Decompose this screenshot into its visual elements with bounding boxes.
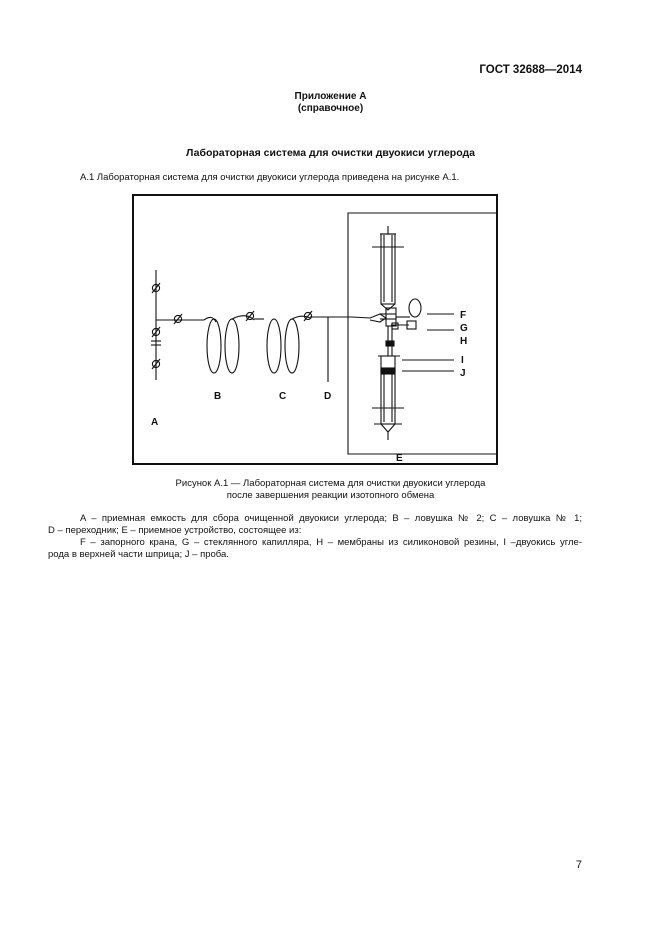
needle-connector [352,314,386,322]
page-number: 7 [575,859,582,871]
section-title: Лабораторная система для очистки двуокиси углерода [185,147,476,159]
valve-icon [152,283,160,293]
legend-line: рода в верхней части шприца; J – проба. [48,549,229,560]
legend-line: A – приемная емкость для сбора очищенной двуокиси углерода; B – ловушка № 2; C – ловушка № 1; [80,513,582,524]
label-c: C [279,391,287,402]
figure-a1 [132,194,498,465]
label-f: F [460,310,467,321]
lab-system-diagram [134,196,496,463]
intro-paragraph: А.1 Лабораторная система для очистки двуокиси углерода приведена на рисунке А.1. [80,172,460,183]
trap-b-coil [225,319,239,373]
label-d: D [324,391,332,402]
figure-caption-line1: Рисунок А.1 — Лабораторная система для очистки двуокиси углерода [175,478,486,489]
valve-icon [152,359,160,369]
figure-legend [48,513,582,561]
receiver-e-box [348,213,496,454]
valve-icon [174,314,182,324]
label-i: I [461,355,464,366]
document-code: ГОСТ 32688—2014 [479,64,582,76]
annex-subtitle: (справочное) [297,103,364,114]
trap-b-inlet [204,317,216,322]
valve-icon [152,327,160,337]
trap-b-coil [207,319,221,373]
legend-line: F – запорного крана, G – стеклянного капилляра, H – мембраны из силиконовой резины, I –двуокись угле- [80,537,582,548]
annex-title: Приложение А [294,91,367,102]
label-e: E [396,453,403,463]
label-j: J [460,368,466,379]
lower-syringe-icon [372,356,404,440]
label-b: B [214,391,222,402]
label-h: H [460,336,468,347]
trap-c-coil [267,319,281,373]
capillary-icon [386,326,394,356]
trap-c-coil [285,319,299,373]
figure-caption-line2: после завершения реакции изотопного обмена [226,490,435,501]
upper-syringe-icon [372,226,404,310]
legend-line: D – переходник; E – приемное устройство, состоящее из: [48,525,302,536]
label-a: A [151,417,159,428]
label-g: G [460,323,468,334]
